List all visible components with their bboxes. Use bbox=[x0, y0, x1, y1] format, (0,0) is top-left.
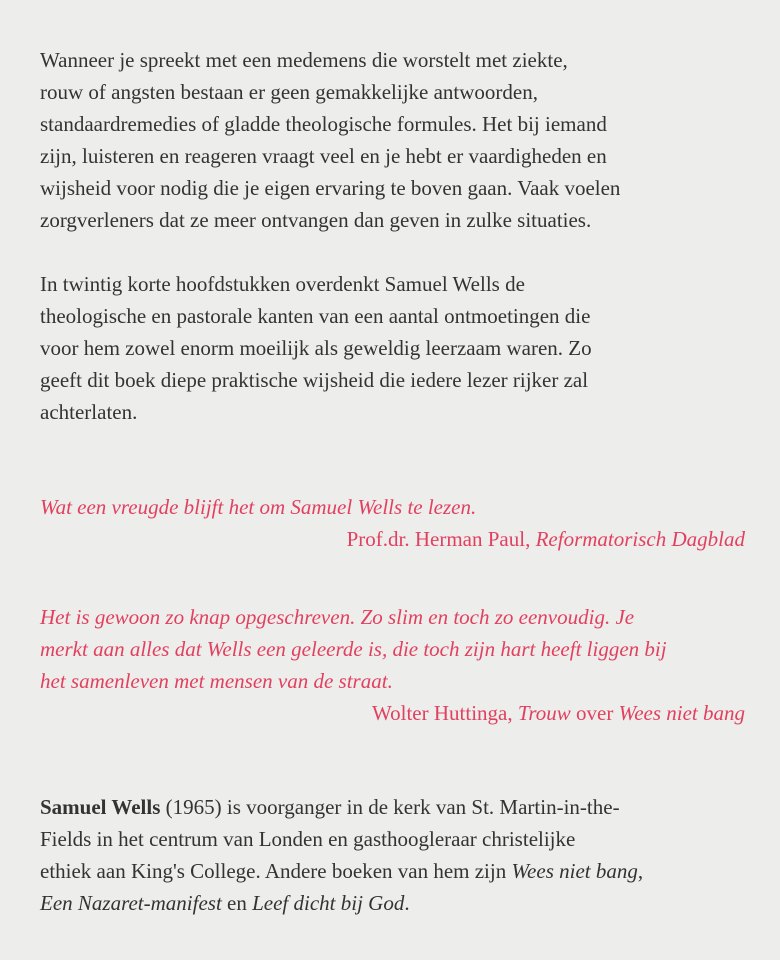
text-line: achterlaten. bbox=[40, 400, 138, 424]
bio-text: en bbox=[221, 891, 253, 915]
text-line: voor hem zowel enorm moeilijk als geweldig leerzaam waren. Zo bbox=[40, 336, 592, 360]
text-line: In twintig korte hoofdstukken overdenkt Samuel Wells de bbox=[40, 272, 525, 296]
quote-text: het samenleven met mensen van de straat. bbox=[40, 669, 393, 693]
bio-text: . bbox=[404, 891, 410, 915]
quote-source: Reformatorisch Dagblad bbox=[535, 527, 745, 551]
quote-author: Prof.dr. Herman Paul, bbox=[346, 527, 536, 551]
quote-attribution bbox=[40, 697, 745, 729]
review-quote-1 bbox=[40, 491, 745, 555]
quote-text: Het is gewoon zo knap opgeschreven. Zo slim en toch zo eenvoudig. Je bbox=[40, 605, 635, 629]
quote-source: Trouw bbox=[517, 701, 571, 725]
summary-paragraph bbox=[40, 268, 745, 428]
bio-text: ethiek aan King's College. Andere boeken van hem zijn bbox=[40, 859, 512, 883]
text-line: Fields in het centrum van Londen en gasthoogleraar christelijke bbox=[40, 827, 576, 851]
quote-text: Wat een vreugde blijft het om Samuel Wells te lezen. bbox=[40, 495, 477, 519]
quote-book: Wees niet bang bbox=[618, 701, 745, 725]
text-line: zijn, luisteren en reageren vraagt veel en je hebt er vaardigheden en bbox=[40, 144, 607, 168]
quote-attribution bbox=[40, 523, 745, 555]
quote-author: Wolter Huttinga, bbox=[372, 701, 518, 725]
book-title: Leef dicht bij God bbox=[252, 891, 405, 915]
text-line bbox=[40, 791, 745, 823]
quote-text: merkt aan alles dat Wells een geleerde is, die toch zijn hart heeft liggen bij bbox=[40, 637, 667, 661]
author-bio bbox=[40, 791, 745, 919]
text-line: Wanneer je spreekt met een medemens die worstelt met ziekte, bbox=[40, 48, 568, 72]
bio-text: , bbox=[637, 859, 644, 883]
book-title: Een Nazaret-manifest bbox=[40, 891, 222, 915]
quote-over: over bbox=[570, 701, 619, 725]
text-line: wijsheid voor nodig die je eigen ervaring te boven gaan. Vaak voelen bbox=[40, 176, 621, 200]
text-line bbox=[40, 855, 745, 887]
text-line: rouw of angsten bestaan er geen gemakkelijke antwoorden, bbox=[40, 80, 538, 104]
intro-paragraph bbox=[40, 44, 745, 236]
text-line bbox=[40, 887, 745, 919]
text-line: geeft dit boek diepe praktische wijsheid die iedere lezer rijker zal bbox=[40, 368, 589, 392]
review-quote-2 bbox=[40, 601, 745, 729]
text-line: zorgverleners dat ze meer ontvangen dan geven in zulke situaties. bbox=[40, 208, 592, 232]
text-line: standaardremedies of gladde theologische formules. Het bij iemand bbox=[40, 112, 607, 136]
text-line: theologische en pastorale kanten van een aantal ontmoetingen die bbox=[40, 304, 591, 328]
book-title: Wees niet bang bbox=[511, 859, 638, 883]
author-name: Samuel Wells bbox=[40, 795, 161, 819]
bio-text: (1965) is voorganger in de kerk van St. Martin-in-the- bbox=[160, 795, 620, 819]
